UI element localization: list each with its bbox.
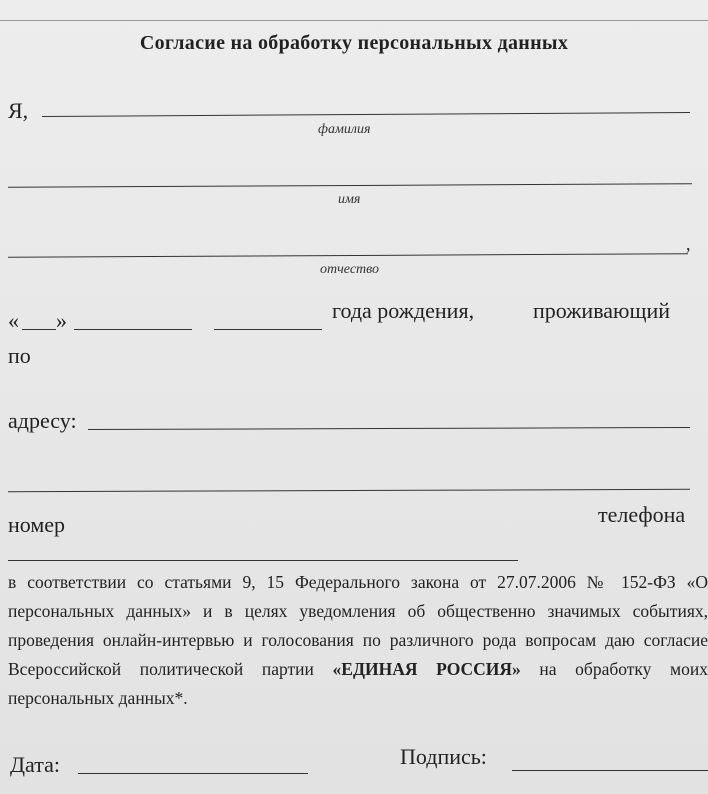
date-line[interactable] xyxy=(78,773,308,774)
phone-word-1: номер xyxy=(8,512,66,537)
address-label: адресу: xyxy=(8,408,77,433)
consent-text-part2: на обработку моих персональных данных*. xyxy=(8,659,708,708)
consent-text-part1: в соответствии со статьями 9, 15 Федерального закона от 27.07.2006 № 152-ФЗ «О персональных данных» и в целях уведомления об общественно значимых событиях, проведения онлайн-интервью и голосования по различного рода вопросам даю согласие Всероссийской политической партии xyxy=(8,572,708,679)
surname-line[interactable] xyxy=(42,112,690,117)
phone-line[interactable] xyxy=(8,560,518,561)
consent-party-name: «ЕДИНАЯ РОССИЯ» xyxy=(332,659,521,679)
phone-word-2: телефона xyxy=(598,502,686,527)
date-label: Дата: xyxy=(10,752,60,777)
name-line[interactable] xyxy=(8,183,692,188)
living-text: проживающий xyxy=(533,298,670,323)
signature-label: Подпись: xyxy=(400,744,487,769)
consent-paragraph xyxy=(8,568,708,713)
patronymic-line[interactable] xyxy=(8,253,688,258)
birth-year-line[interactable] xyxy=(214,329,322,330)
address-line-1[interactable] xyxy=(88,427,690,430)
birth-quote-close: » xyxy=(56,308,67,333)
ya-label: Я, xyxy=(8,98,29,123)
signature-line[interactable] xyxy=(512,770,708,771)
document-title: Согласие на обработку персональных данных xyxy=(139,32,569,54)
po-text: по xyxy=(8,343,31,368)
birth-month-line[interactable] xyxy=(74,329,192,330)
birth-text: года рождения, xyxy=(332,298,475,323)
birth-day-line[interactable] xyxy=(22,329,56,330)
address-line-2[interactable] xyxy=(8,489,690,492)
surname-caption: фамилия xyxy=(318,122,371,137)
top-border-line xyxy=(0,20,708,21)
patronymic-caption: отчество xyxy=(320,262,380,277)
patronymic-comma: , xyxy=(686,234,691,254)
birth-quote-open: « xyxy=(8,308,19,333)
name-caption: имя xyxy=(338,192,361,207)
